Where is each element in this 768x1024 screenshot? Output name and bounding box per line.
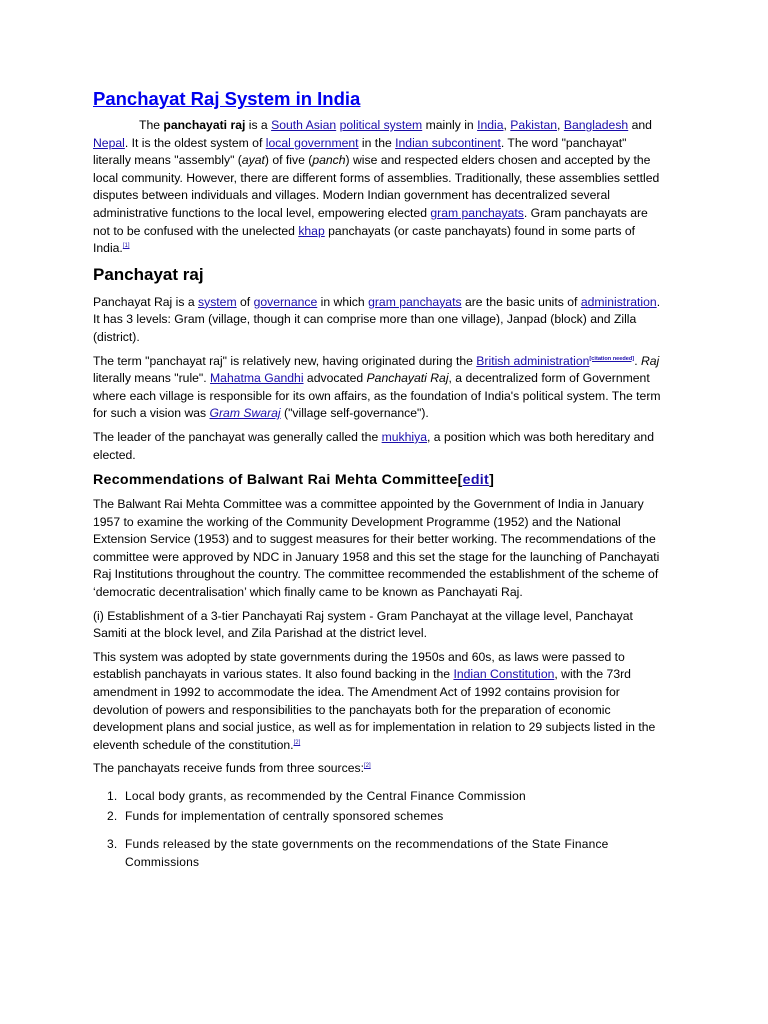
paragraph-text: are the basic units of [461, 294, 581, 309]
page-title-link[interactable]: Panchayat Raj System in India [93, 88, 361, 109]
intro-text: and [628, 118, 652, 132]
document-page [93, 88, 663, 873]
paragraph-text: , a position which was both hereditary and elected. [93, 429, 654, 462]
link-gram-swaraj[interactable]: Gram Swaraj [209, 406, 281, 421]
section-heading-balwant-rai-mehta [93, 470, 663, 490]
section-heading-text: Recommendations of Balwant Rai Mehta Committee [93, 472, 458, 489]
list-item: 1. Local body grants, as recommended by the Central Finance Commission [121, 788, 663, 806]
section-heading-panchayat-raj: Panchayat raj [93, 264, 204, 284]
link-system[interactable]: system [198, 294, 237, 309]
paragraph-text: ("village self-governance"). [280, 406, 429, 421]
link-local-government[interactable]: local government [265, 135, 359, 150]
section2-paragraph-2: (i) Establishment of a 3-tier Panchayati Raj system - Gram Panchayat at the village level, Panchayat Samiti at the block level, and Zila Parishad at the district level. [93, 608, 633, 641]
link-governance[interactable]: governance [253, 294, 318, 309]
italic-panch: panch [312, 153, 346, 168]
list-item: 3. Funds released by the state governments on the recommendations of the State Finance Commissions [121, 836, 663, 871]
section1-paragraph-1 [93, 294, 663, 347]
reference-link[interactable]: [2] [363, 763, 371, 770]
edit-bracket: ] [489, 472, 495, 489]
paragraph-text: This system was adopted by state governments during the 1950s and 60s, as laws were passed to establish panchayats in various states. It also found backing in the [93, 649, 625, 682]
intro-text: The [139, 118, 164, 132]
reference-link[interactable]: [2] [293, 739, 301, 746]
paragraph-text: literally means "rule". [93, 371, 211, 386]
link-gram-panchayats[interactable]: gram panchayats [430, 205, 524, 220]
paragraph-text: The panchayats receive funds from three sources: [93, 761, 364, 776]
citation-needed-link[interactable]: [citation needed] [589, 355, 635, 362]
italic-panchayati-raj: Panchayati Raj [366, 371, 449, 386]
paragraph-text: . [634, 353, 641, 368]
intro-text: in the [358, 135, 396, 150]
section2-paragraph-3 [93, 649, 663, 755]
link-indian-subcontinent[interactable]: Indian subcontinent [395, 135, 501, 150]
link-pakistan[interactable]: Pakistan [510, 118, 558, 132]
link-british-administration[interactable]: British administration [476, 353, 590, 368]
panchayati-raj-bold: panchayati raj [163, 118, 246, 132]
section2-paragraph-1: The Balwant Rai Mehta Committee was a committee appointed by the Government of India in January 1957 to examine the working of the Community Development Programme (1952) and the National Extension Service (1953) and to suggest measures for their better working. The recommendations of the committee were approved by NDC in January 1958 and this set the stage for the launching of Panchayati Raj Institutions throughout the country. The committee recommended the establishment of the scheme of ‘democratic decentralisation’ which finally came to be known as Panchayati Raj. [93, 497, 660, 600]
edit-bracket: [ [457, 472, 463, 489]
link-political-system[interactable]: political system [339, 118, 423, 132]
paragraph-text: Panchayat Raj is a [93, 294, 199, 309]
paragraph-text: advocated [303, 371, 367, 386]
link-indian-constitution[interactable]: Indian Constitution [453, 667, 555, 682]
link-administration[interactable]: administration [580, 294, 657, 309]
funding-sources-list [93, 788, 663, 871]
paragraph-text: , with the 73rd amendment in 1992 to accommodate the idea. The Amendment Act of 1992 contains provision for devolution of powers and responsibilities to the panchayats both for the preparation of economic development plans and social justice, as well as for implementation in relation to 29 subjects listed in the eleventh schedule of the constitution. [93, 667, 656, 752]
intro-text: , [503, 118, 511, 132]
intro-text: panchayats (or caste panchayats) found in some parts of India. [93, 223, 636, 256]
link-india[interactable]: India [477, 118, 504, 132]
section1-paragraph-2 [93, 353, 663, 423]
paragraph-text: . It has 3 levels: Gram (village, though it can comprise more than one village), Janpad (block) and Zilla (district). [93, 294, 661, 344]
link-gram-panchayats[interactable]: gram panchayats [368, 294, 462, 309]
intro-text: ) of five ( [264, 153, 313, 168]
paragraph-text: , a decentralized form of Government where each village is responsible for its own affairs, as the foundation of India's political system. The term for such a vision was [93, 371, 661, 421]
section1-paragraph-3 [93, 429, 663, 464]
link-mukhiya[interactable]: mukhiya [381, 429, 428, 444]
intro-text: . It is the oldest system of [124, 135, 266, 150]
paragraph-text: The leader of the panchayat was generally called the [93, 429, 382, 444]
intro-text: . Gram panchayats are not to be confused with the unelected [93, 205, 648, 238]
reference-link[interactable]: [1] [122, 243, 130, 250]
link-bangladesh[interactable]: Bangladesh [563, 118, 629, 132]
link-south-asian[interactable]: South Asian [271, 118, 337, 132]
paragraph-text: in which [317, 294, 369, 309]
link-khap[interactable]: khap [298, 223, 325, 238]
intro-text: , [557, 118, 564, 132]
intro-text: mainly in [422, 118, 478, 132]
paragraph-text: of [236, 294, 254, 309]
intro-paragraph [93, 117, 663, 258]
paragraph-text: The term "panchayat raj" is relatively new, having originated during the [93, 353, 477, 368]
list-item: 2. Funds for implementation of centrally sponsored schemes [121, 808, 663, 826]
edit-link[interactable]: edit [462, 472, 490, 489]
italic-raj: Raj [640, 353, 660, 368]
italic-ayat: ayat [241, 153, 265, 168]
intro-text: ) wise and respected elders chosen and accepted by the local community. However, there are different forms of assemblies. Traditionally, these assemblies settled disputes between individuals and villages. Modern Indian government has decentralized several administrative functions to the local level, empowering elected [93, 153, 660, 220]
section2-paragraph-4 [93, 760, 663, 778]
link-nepal[interactable]: Nepal [93, 135, 125, 150]
link-mahatma-gandhi[interactable]: Mahatma Gandhi [210, 371, 304, 386]
intro-text: . The word "panchayat" literally means "assembly" ( [93, 135, 627, 168]
intro-text: is a [245, 118, 272, 132]
page-title [93, 88, 663, 110]
